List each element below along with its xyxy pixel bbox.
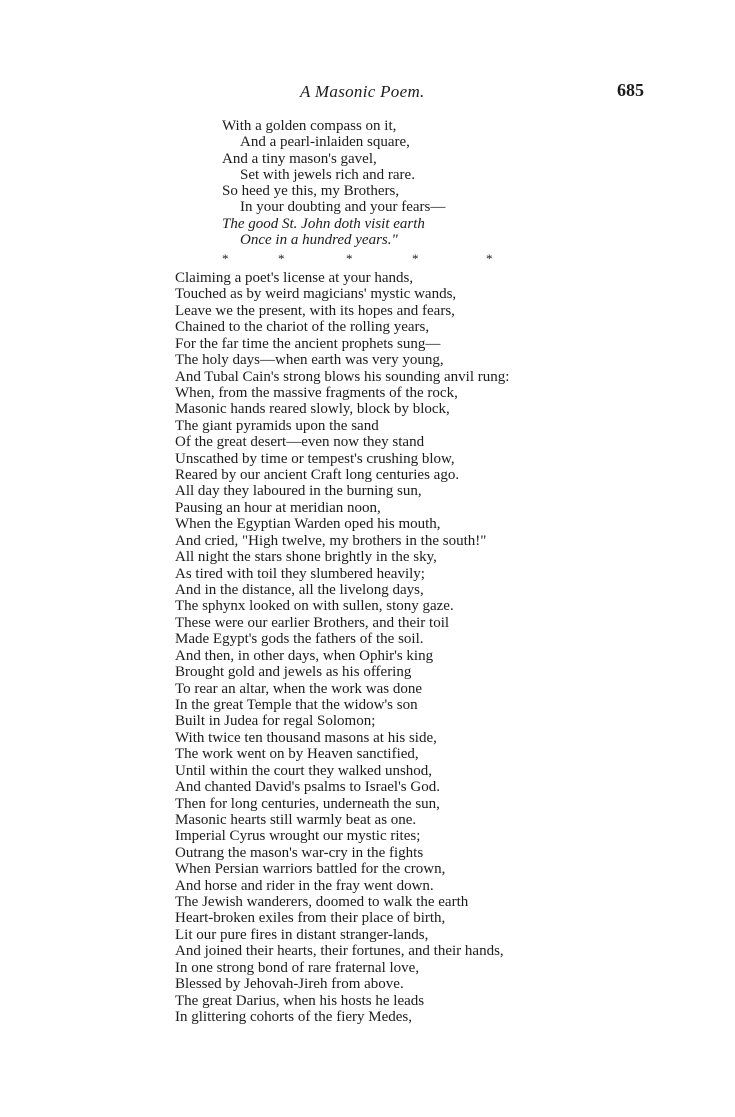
poem-line: Made Egypt's gods the fathers of the soil. — [175, 631, 424, 648]
poem-line: And chanted David's psalms to Israel's God. — [175, 779, 440, 796]
poem-line: In one strong bond of rare fraternal love, — [175, 959, 420, 976]
poem-line: The sphynx looked on with sullen, stony gaze. — [175, 598, 454, 615]
poem-line: Blessed by Jehovah-Jireh from above. — [175, 976, 404, 993]
verse-line: And a tiny mason's gavel, — [222, 150, 377, 167]
verse-line: With a golden compass on it, — [222, 118, 397, 134]
poem-line: These were our earlier Brothers, and their toil — [175, 614, 450, 631]
separator-asterisk: * — [346, 251, 353, 266]
verse-line: So heed ye this, my Brothers, — [222, 183, 400, 200]
running-head: A Masonic Poem. — [300, 82, 425, 101]
poem-line: In the great Temple that the widow's son — [175, 696, 418, 713]
separator-asterisk: * — [412, 251, 419, 266]
poem-line: The great Darius, when his hosts he leads — [175, 992, 425, 1009]
separator-asterisk: * — [278, 251, 285, 266]
separator-asterisk: * — [222, 251, 229, 266]
poem-line: Leave we the present, with its hopes and fears, — [175, 302, 455, 319]
poem-line: Pausing an hour at meridian noon, — [175, 499, 381, 516]
poem-line: When the Egyptian Warden oped his mouth, — [175, 516, 441, 533]
verse-line: And a pearl-inlaiden square, — [240, 134, 410, 151]
poem-line: Of the great desert—even now they stand — [175, 434, 425, 451]
poem-line: All night the stars shone brightly in the sky, — [175, 549, 437, 566]
poem-line: With twice ten thousand masons at his side, — [175, 729, 437, 746]
separator-asterisk: * — [486, 251, 493, 266]
page-number: 685 — [617, 80, 644, 100]
verse-line: Once in a hundred years." — [240, 232, 398, 249]
poem-line: The giant pyramids upon the sand — [175, 417, 379, 434]
poem-line: And in the distance, all the livelong days, — [175, 582, 424, 599]
poem-line: And horse and rider in the fray went down. — [175, 877, 434, 894]
poem-line: As tired with toil they slumbered heavily; — [175, 565, 425, 582]
poem-line: For the far time the ancient prophets sung— — [175, 335, 441, 352]
poem-line: Imperial Cyrus wrought our mystic rites; — [175, 828, 421, 845]
verse-stanza — [222, 118, 445, 248]
poem-line: Lit our pure fires in distant stranger-lands, — [175, 926, 429, 943]
poem-line: Unscathed by time or tempest's crushing blow, — [175, 450, 455, 467]
poem-line: And then, in other days, when Ophir's king — [175, 647, 434, 664]
poem-line: The holy days—when earth was very young, — [175, 352, 444, 369]
poem-line: To rear an altar, when the work was done — [175, 680, 423, 697]
poem-line: Chained to the chariot of the rolling years, — [175, 319, 430, 336]
verse-line: Set with jewels rich and rare. — [240, 166, 415, 183]
poem-line: Then for long centuries, underneath the sun, — [175, 795, 440, 812]
poem-line: In glittering cohorts of the fiery Medes, — [175, 1008, 413, 1025]
poem-line: And Tubal Cain's strong blows his sounding anvil rung: — [175, 368, 510, 385]
verse-line: In your doubting and your fears— — [240, 199, 446, 216]
poem-line: The Jewish wanderers, doomed to walk the earth — [175, 894, 469, 911]
poem-line: And joined their hearts, their fortunes, and their hands, — [175, 943, 504, 960]
stanza-separator — [222, 251, 522, 267]
poem-line: When, from the massive fragments of the rock, — [175, 384, 458, 401]
poem-line: The work went on by Heaven sanctified, — [175, 746, 419, 763]
poem-line: Until within the court they walked unshod, — [175, 762, 433, 779]
poem-line: And cried, "High twelve, my brothers in the south!" — [175, 532, 487, 549]
poem-line: Masonic hearts still warmly beat as one. — [175, 811, 417, 828]
poem-line: When Persian warriors battled for the crown, — [175, 861, 446, 878]
verse-line: The good St. John doth visit earth — [222, 215, 425, 232]
poem-line: All day they laboured in the burning sun, — [175, 483, 422, 500]
poem-line: Brought gold and jewels as his offering — [175, 664, 412, 681]
poem-line: Masonic hands reared slowly, block by block, — [175, 401, 450, 418]
poem-line: Outrang the mason's war-cry in the fights — [175, 844, 424, 861]
poem-line: Claiming a poet's license at your hands, — [175, 270, 414, 286]
poem-line: Touched as by weird magicians' mystic wands, — [175, 286, 457, 303]
poem-body — [175, 270, 509, 1025]
poem-line: Heart-broken exiles from their place of birth, — [175, 910, 446, 927]
poem-line: Built in Judea for regal Solomon; — [175, 713, 376, 730]
poem-line: Reared by our ancient Craft long centuries ago. — [175, 467, 460, 484]
